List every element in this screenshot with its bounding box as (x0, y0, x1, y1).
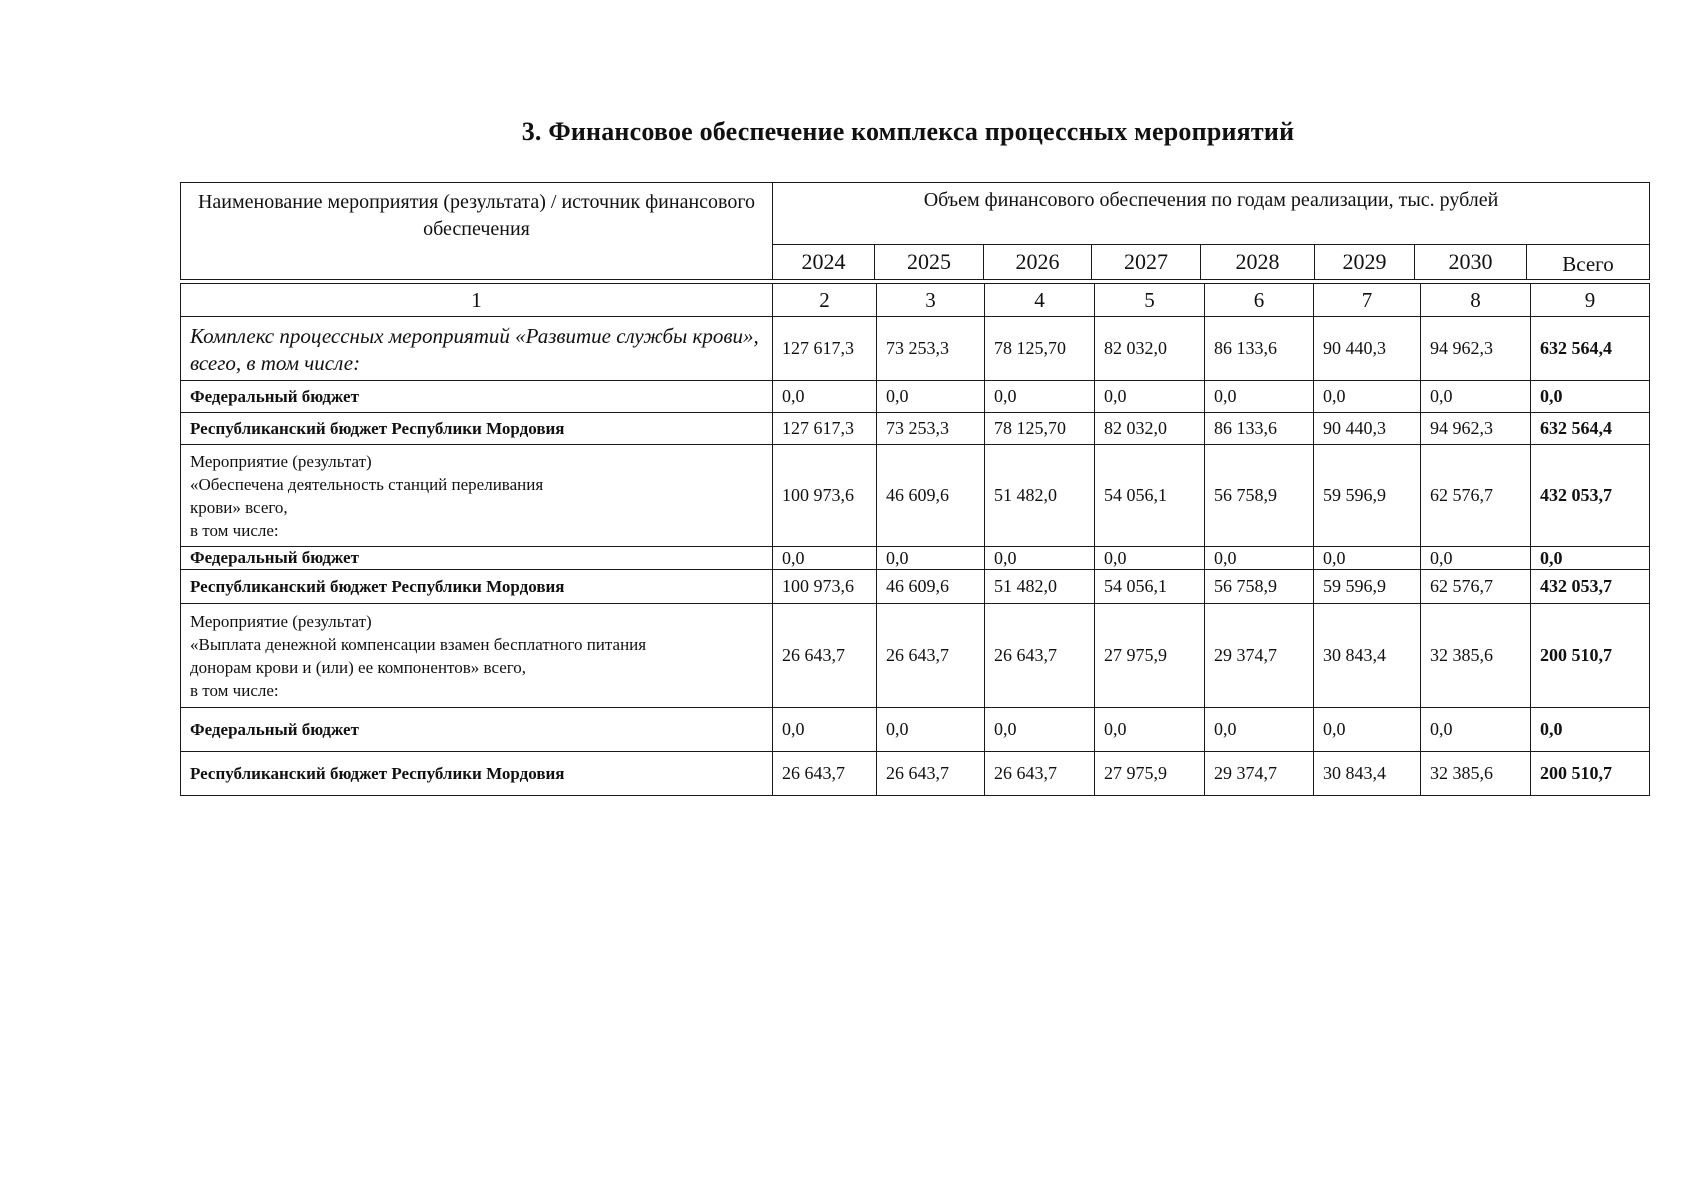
row-label (181, 604, 773, 708)
row-value: 0,0 (773, 547, 877, 570)
row-value: 62 576,7 (1421, 570, 1531, 604)
row-total: 432 053,7 (1531, 445, 1650, 547)
row-label-line: «Обеспечена деятельность станций переливания (190, 474, 544, 494)
row-value: 27 975,9 (1095, 604, 1205, 708)
page-title: 3. Финансовое обеспечение комплекса процессных мероприятий (521, 117, 1295, 146)
column-number: 2 (773, 284, 877, 317)
row-value: 90 440,3 (1314, 317, 1421, 381)
row-value: 86 133,6 (1205, 413, 1314, 445)
row-label (181, 445, 773, 547)
year-header: 2029 (1315, 245, 1415, 280)
row-label-line: в том числе: (190, 520, 279, 540)
row-value: 29 374,7 (1205, 604, 1314, 708)
row-total: 632 564,4 (1531, 317, 1650, 381)
row-value: 0,0 (1205, 708, 1314, 752)
row-value: 0,0 (1421, 547, 1531, 570)
row-value: 90 440,3 (1314, 413, 1421, 445)
table-body (180, 283, 1650, 796)
row-label: Республиканский бюджет Республики Мордовия (181, 570, 773, 604)
row-value: 56 758,9 (1205, 445, 1314, 547)
row-total: 200 510,7 (1531, 752, 1650, 796)
year-header: 2026 (984, 245, 1092, 280)
column-number: 3 (877, 284, 985, 317)
row-value: 26 643,7 (877, 752, 985, 796)
row-value: 54 056,1 (1095, 445, 1205, 547)
row-value: 30 843,4 (1314, 752, 1421, 796)
row-value: 26 643,7 (773, 604, 877, 708)
row-value: 26 643,7 (985, 752, 1095, 796)
table-row (181, 752, 1650, 796)
column-number: 7 (1314, 284, 1421, 317)
table-row (181, 547, 1650, 570)
table-row (181, 708, 1650, 752)
row-value: 73 253,3 (877, 317, 985, 381)
row-value: 26 643,7 (773, 752, 877, 796)
table-row (181, 570, 1650, 604)
row-label: Республиканский бюджет Республики Мордовия (181, 752, 773, 796)
row-value: 0,0 (1421, 708, 1531, 752)
row-total: 0,0 (1531, 547, 1650, 570)
row-total: 632 564,4 (1531, 413, 1650, 445)
row-label-line: Мероприятие (результат) (190, 611, 372, 631)
row-value: 30 843,4 (1314, 604, 1421, 708)
row-label: Республиканский бюджет Республики Мордовия (181, 413, 773, 445)
row-label-line: «Выплата денежной компенсации взамен бесплатного питания (190, 634, 647, 654)
row-value: 0,0 (985, 708, 1095, 752)
row-total: 432 053,7 (1531, 570, 1650, 604)
row-value: 59 596,9 (1314, 570, 1421, 604)
year-header: 2028 (1201, 245, 1315, 280)
row-value: 73 253,3 (877, 413, 985, 445)
row-value: 62 576,7 (1421, 445, 1531, 547)
table-row (181, 604, 1650, 708)
row-label: Комплекс процессных мероприятий «Развитие службы крови», всего, в том числе: (181, 317, 773, 381)
column-number: 4 (985, 284, 1095, 317)
row-value: 27 975,9 (1095, 752, 1205, 796)
row-value: 82 032,0 (1095, 413, 1205, 445)
row-value: 0,0 (985, 381, 1095, 413)
row-value: 29 374,7 (1205, 752, 1314, 796)
row-label: Федеральный бюджет (181, 381, 773, 413)
column-number: 8 (1421, 284, 1531, 317)
row-value: 100 973,6 (773, 570, 877, 604)
column-number: 5 (1095, 284, 1205, 317)
row-label: Федеральный бюджет (181, 547, 773, 570)
row-value: 78 125,70 (985, 413, 1095, 445)
column-number: 9 (1531, 284, 1650, 317)
table-row (181, 413, 1650, 445)
row-value: 51 482,0 (985, 445, 1095, 547)
table-header (180, 182, 1650, 280)
column-numbers-row (181, 284, 1650, 317)
row-value: 86 133,6 (1205, 317, 1314, 381)
row-label-line: в том числе: (190, 680, 279, 700)
row-value: 54 056,1 (1095, 570, 1205, 604)
row-value: 51 482,0 (985, 570, 1095, 604)
row-value: 0,0 (1095, 708, 1205, 752)
row-value: 94 962,3 (1421, 317, 1531, 381)
row-value: 127 617,3 (773, 317, 877, 381)
row-value: 0,0 (773, 708, 877, 752)
row-value: 0,0 (1314, 708, 1421, 752)
row-value: 0,0 (1095, 381, 1205, 413)
row-total: 0,0 (1531, 381, 1650, 413)
row-label-line: Мероприятие (результат) (190, 451, 372, 471)
row-value: 0,0 (1095, 547, 1205, 570)
row-total: 200 510,7 (1531, 604, 1650, 708)
row-label-line: донорам крови и (или) ее компонентов» всего, (190, 657, 527, 677)
row-value: 32 385,6 (1421, 604, 1531, 708)
row-value: 0,0 (985, 547, 1095, 570)
row-value: 94 962,3 (1421, 413, 1531, 445)
row-value: 0,0 (1205, 547, 1314, 570)
row-value: 127 617,3 (773, 413, 877, 445)
row-label-line: крови» всего, (190, 497, 288, 517)
table-row (181, 317, 1650, 381)
row-value: 0,0 (1421, 381, 1531, 413)
year-header: 2024 (773, 245, 875, 280)
table-row (181, 381, 1650, 413)
year-header: 2027 (1092, 245, 1201, 280)
row-value: 0,0 (1205, 381, 1314, 413)
row-value: 0,0 (1314, 547, 1421, 570)
row-value: 82 032,0 (1095, 317, 1205, 381)
row-value: 26 643,7 (985, 604, 1095, 708)
row-value: 0,0 (877, 381, 985, 413)
row-value: 100 973,6 (773, 445, 877, 547)
row-value: 46 609,6 (877, 445, 985, 547)
row-total: 0,0 (1531, 708, 1650, 752)
column-number: 6 (1205, 284, 1314, 317)
row-value: 0,0 (773, 381, 877, 413)
name-column-header: Наименование мероприятия (результата) / источник финансового обеспечения (181, 183, 773, 280)
year-header: 2025 (875, 245, 984, 280)
row-value: 78 125,70 (985, 317, 1095, 381)
row-value: 59 596,9 (1314, 445, 1421, 547)
row-value: 0,0 (877, 708, 985, 752)
row-label: Федеральный бюджет (181, 708, 773, 752)
column-number: 1 (181, 284, 773, 317)
row-value: 46 609,6 (877, 570, 985, 604)
table-row (181, 445, 1650, 547)
row-value: 0,0 (877, 547, 985, 570)
row-value: 56 758,9 (1205, 570, 1314, 604)
row-value: 26 643,7 (877, 604, 985, 708)
total-header: Всего (1527, 245, 1650, 280)
row-value: 0,0 (1314, 381, 1421, 413)
year-header: 2030 (1415, 245, 1527, 280)
row-value: 32 385,6 (1421, 752, 1531, 796)
volume-column-header: Объем финансового обеспечения по годам реализации, тыс. рублей (773, 183, 1650, 245)
